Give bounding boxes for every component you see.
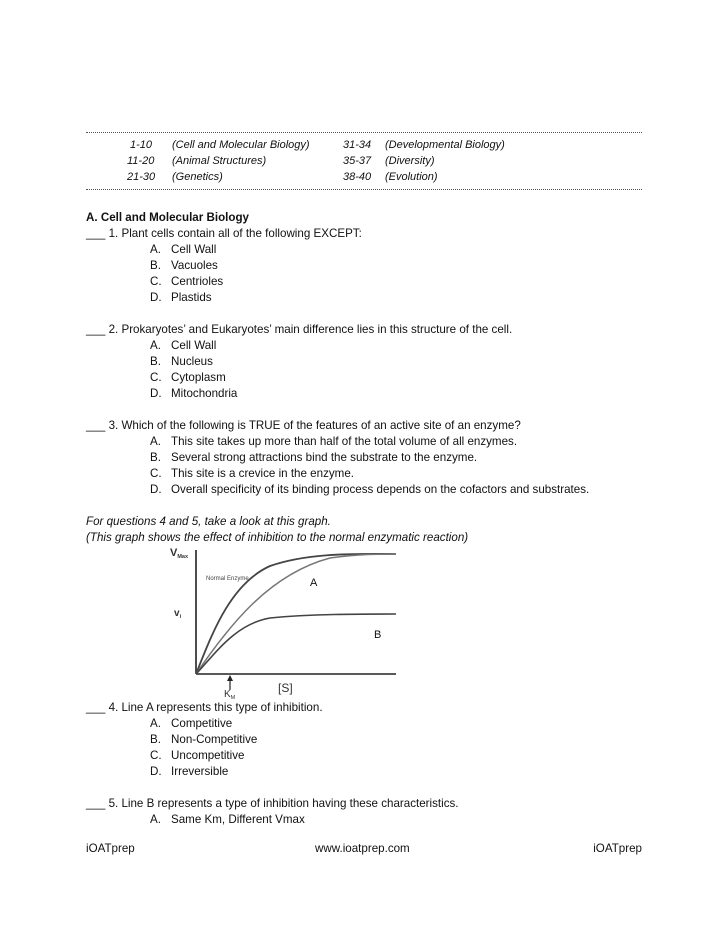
line-b-curve	[196, 614, 396, 674]
normal-enzyme-label: Normal Enzyme	[206, 576, 249, 582]
vmax-label: VMax	[170, 547, 189, 560]
topic: (Developmental Biology)	[385, 139, 505, 151]
q2-option-d: D. Mitochondria	[150, 387, 238, 400]
page-footer	[86, 841, 642, 857]
question-3: ___ 3. Which of the following is TRUE of the features of an active site of an enzyme?	[86, 419, 521, 432]
graph-note-2: (This graph shows the effect of inhibition to the normal enzymatic reaction)	[86, 531, 469, 544]
q1-option-b: B. Vacuoles	[150, 259, 218, 272]
range: 21-30	[127, 171, 156, 183]
topic: (Evolution)	[385, 171, 438, 183]
range: 38-40	[343, 171, 372, 183]
q4-option-b: B. Non-Competitive	[150, 733, 258, 746]
q2-option-a: A. Cell Wall	[150, 339, 217, 352]
range: 31-34	[343, 139, 372, 151]
footer-center: www.ioatprep.com	[315, 842, 410, 855]
question-5: ___ 5. Line B represents a type of inhibition having these characteristics.	[86, 797, 459, 810]
top-divider	[86, 132, 642, 133]
questions-block-1	[86, 210, 646, 546]
bottom-divider	[86, 189, 642, 190]
topic: (Animal Structures)	[172, 155, 267, 167]
q3-option-c: C. This site is a crevice in the enzyme.	[150, 467, 354, 480]
enzyme-inhibition-graph	[160, 544, 420, 704]
question-2: ___ 2. Prokaryotes’ and Eukaryotes’ main difference lies in this structure of the cell.	[86, 323, 513, 336]
range: 35-37	[343, 155, 372, 167]
vi-label: $v_i$	[174, 608, 182, 620]
questions-block-2	[86, 700, 646, 828]
q5-option-a: A. Same Km, Different Vmax	[150, 813, 305, 826]
topic-row	[0, 155, 728, 171]
range: 11-20	[127, 155, 155, 167]
graph-note-1: For questions 4 and 5, take a look at this graph.	[86, 515, 331, 528]
footer-left: iOATprep	[86, 842, 135, 855]
q1-option-a: A. Cell Wall	[150, 243, 217, 256]
q3-option-a: A. This site takes up more than half of the total volume of all enzymes.	[150, 435, 518, 448]
q1-option-c: C. Centrioles	[150, 275, 224, 288]
footer-right: iOATprep	[593, 842, 642, 855]
line-a-label: A	[310, 577, 318, 589]
section-title: A. Cell and Molecular Biology	[86, 211, 249, 224]
q4-option-c: C. Uncompetitive	[150, 749, 245, 762]
substrate-label: [S]	[278, 681, 293, 695]
question-1: ___ 1. Plant cells contain all of the following EXCEPT:	[86, 227, 362, 240]
question-4: ___ 4. Line A represents this type of inhibition.	[86, 701, 323, 714]
km-arrowhead	[227, 675, 233, 681]
topic: (Diversity)	[385, 155, 435, 167]
line-b-label: B	[374, 629, 382, 641]
q2-option-c: C. Cytoplasm	[150, 371, 226, 384]
q3-option-b: B. Several strong attractions bind the substrate to the enzyme.	[150, 451, 478, 464]
range: 1-10	[130, 139, 153, 151]
q3-option-d: D. Overall specificity of its binding process depends on the cofactors and substrates.	[150, 483, 590, 496]
q4-option-d: D. Irreversible	[150, 765, 229, 778]
q4-option-a: A. Competitive	[150, 717, 233, 730]
topic-row	[0, 171, 728, 187]
topic-row	[0, 139, 728, 155]
topic: (Cell and Molecular Biology)	[172, 139, 310, 151]
topic: (Genetics)	[172, 171, 223, 183]
km-label: $K_M$	[224, 689, 236, 701]
topic-index	[0, 139, 728, 187]
q2-option-b: B. Nucleus	[150, 355, 213, 368]
q1-option-d: D. Plastids	[150, 291, 212, 304]
